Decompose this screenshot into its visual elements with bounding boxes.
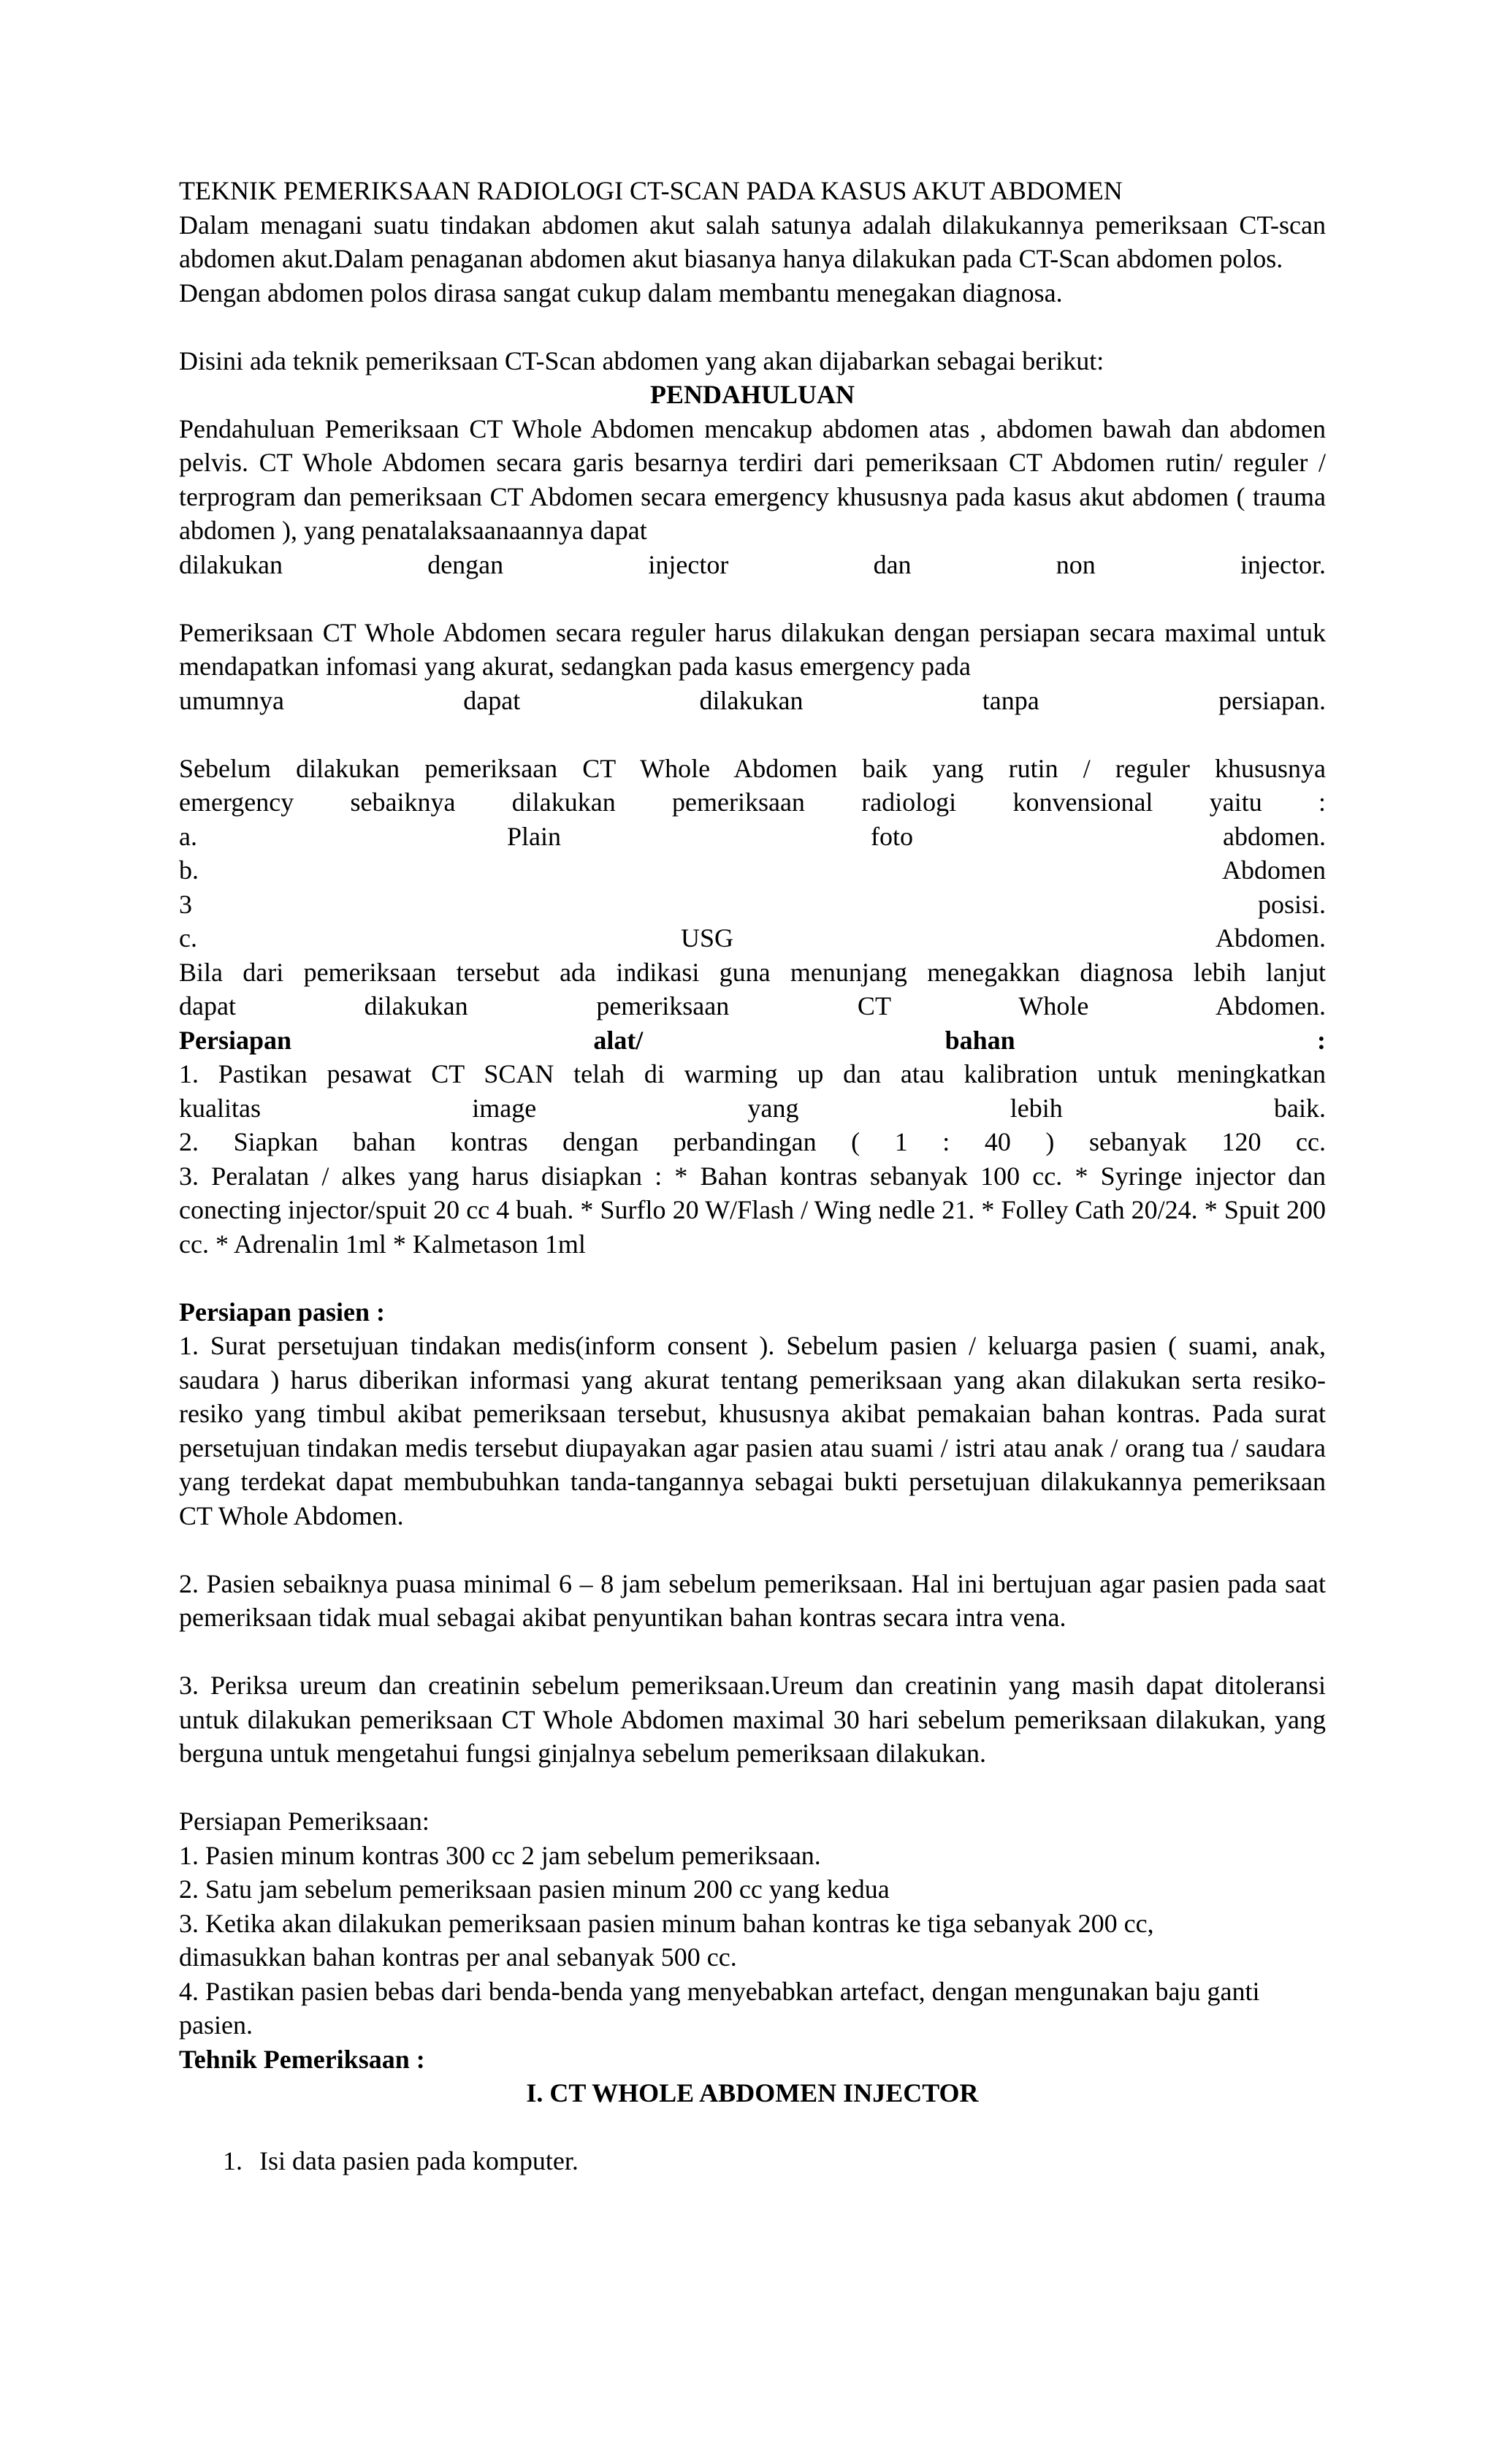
alat-item-1-continued: kualitas image yang lebih baik. (179, 1093, 1326, 1123)
alat-item-1: 1. Pastikan pesawat CT SCAN telah di warming up dan atau kalibration untuk meningkatkan (179, 1059, 1326, 1088)
intro-paragraph-3: Disini ada teknik pemeriksaan CT-Scan abdomen yang akan dijabarkan sebagai berikut: (179, 346, 1104, 375)
section-heading: I. CT WHOLE ABDOMEN INJECTOR (526, 2078, 979, 2108)
pemeriksaan-item-4: 4. Pastikan pasien bebas dari benda-benda yang menyebabkan artefact, dengan mengunakan baju ganti pasien. (179, 1976, 1260, 2040)
pasien-item-3: 3. Periksa ureum dan creatinin sebelum pemeriksaan.Ureum dan creatinin yang masih dapat ditoleransi untuk dilakukan pemeriksaan CT Whole Abdomen maximal 30 hari sebelum pemeriksaan dilakukan, yang berguna untuk mengetahui fungsi ginjalnya sebelum pemeriksaan dilakukan. (179, 1671, 1326, 1768)
document-body (179, 174, 1326, 2178)
persiapan-pasien-heading: Persiapan pasien : (179, 1297, 386, 1327)
list-item-c: c. USG Abdomen. (179, 923, 1326, 953)
intro-paragraph: Dalam menagani suatu tindakan abdomen akut salah satunya adalah dilakukannya pemeriksaan CT-scan abdomen akut.Dalam penaganan abdomen akut biasanya hanya dilakukan pada CT-Scan abdomen polos. (179, 210, 1326, 273)
list-item-a: a. Plain foto abdomen. (179, 821, 1326, 851)
pendahuluan-paragraph: Pendahuluan Pemeriksaan CT Whole Abdomen mencakup abdomen atas , abdomen bawah dan abdomen pelvis. CT Whole Abdomen secara garis besarnya terdiri dari pemeriksaan CT Abdomen rutin/ reguler / terprogram dan pemeriksaan CT Abdomen secara emergency khususnya pada kasus akut abdomen ( trauma abdomen ), yang penatalaksaanaannya dapat (179, 413, 1326, 545)
persiapan-alat-heading: Persiapan alat/ bahan : (179, 1025, 1326, 1055)
list-item-b: b. Abdomen (179, 855, 1326, 885)
alat-item-3: 3. Peralatan / alkes yang harus disiapkan : * Bahan kontras sebanyak 100 cc. * Syringe injector dan conecting injector/spuit 20 cc 4 buah. * Surflo 20 W/Flash / Wing nedle 21. * Folley Cath 20/24. * Spuit 200 cc. * Adrenalin 1ml * Kalmetason 1ml (179, 1161, 1326, 1259)
pemeriksaan-item-2: 2. Satu jam sebelum pemeriksaan pasien minum 200 cc yang kedua (179, 1874, 890, 1904)
pendahuluan-paragraph-2-last-line: umumnya dapat dilakukan tanpa persiapan. (179, 685, 1326, 715)
pendahuluan-paragraph-2: Pemeriksaan CT Whole Abdomen secara reguler harus dilakukan dengan persiapan secara maximal untuk mendapatkan infomasi yang akurat, sedangkan pada kasus emergency pada (179, 617, 1326, 681)
step-text: Isi data pasien pada komputer. (259, 2146, 579, 2175)
tehnik-heading: Tehnik Pemeriksaan : (179, 2044, 425, 2074)
alat-item-2: 2. Siapkan bahan kontras dengan perbandingan ( 1 : 40 ) sebanyak 120 cc. (179, 1127, 1326, 1156)
bila-line-1: Bila dari pemeriksaan tersebut ada indikasi guna menunjang menegakkan diagnosa lebih lanjut (179, 957, 1326, 987)
pemeriksaan-item-3-continued: dimasukkan bahan kontras per anal sebanyak 500 cc. (179, 1942, 737, 1972)
step-list-item (179, 2144, 1326, 2178)
document-title: TEKNIK PEMERIKSAAN RADIOLOGI CT-SCAN PADA KASUS AKUT ABDOMEN (179, 176, 1123, 205)
pasien-item-1: 1. Surat persetujuan tindakan medis(inform consent ). Sebelum pasien / keluarga pasien ( suami, anak, saudara ) harus diberikan informasi yang akurat tentang pemeriksaan yang akan dilakukan serta resiko-resiko yang timbul akibat pemeriksaan tersebut, khususnya akibat pemakaian bahan kontras. Pada surat persetujuan tindakan medis tersebut diupayakan agar pasien atau suami / istri atau anak / orang tua / saudara yang terdekat dapat membubuhkan tanda-tangannya sebagai bukti persetujuan dilakukannya pemeriksaan CT Whole Abdomen. (179, 1331, 1326, 1530)
pemeriksaan-item-3: 3. Ketika akan dilakukan pemeriksaan pasien minum bahan kontras ke tiga sebanyak 200 cc, (179, 1908, 1154, 1938)
intro-paragraph-2: Dengan abdomen polos dirasa sangat cukup dalam membantu menegakan diagnosa. (179, 278, 1063, 308)
sebelum-line-2: emergency sebaiknya dilakukan pemeriksaan radiologi konvensional yaitu : (179, 787, 1326, 817)
pendahuluan-paragraph-last-line: dilakukan dengan injector dan non injector. (179, 549, 1326, 579)
persiapan-pemeriksaan-heading: Persiapan Pemeriksaan: (179, 1807, 430, 1836)
sebelum-line-1: Sebelum dilakukan pemeriksaan CT Whole Abdomen baik yang rutin / reguler khususnya (179, 753, 1326, 783)
list-item-b-continued: 3 posisi. (179, 889, 1326, 919)
pendahuluan-heading: PENDAHULUAN (649, 380, 855, 409)
pasien-item-2: 2. Pasien sebaiknya puasa minimal 6 – 8 jam sebelum pemeriksaan. Hal ini bertujuan agar pasien pada saat pemeriksaan tidak mual sebagai akibat penyuntikan bahan kontras secara intra vena. (179, 1568, 1326, 1632)
bila-line-2: dapat dilakukan pemeriksaan CT Whole Abdomen. (179, 991, 1326, 1021)
step-number: 1. (223, 2146, 243, 2175)
pemeriksaan-item-1: 1. Pasien minum kontras 300 cc 2 jam sebelum pemeriksaan. (179, 1840, 821, 1870)
